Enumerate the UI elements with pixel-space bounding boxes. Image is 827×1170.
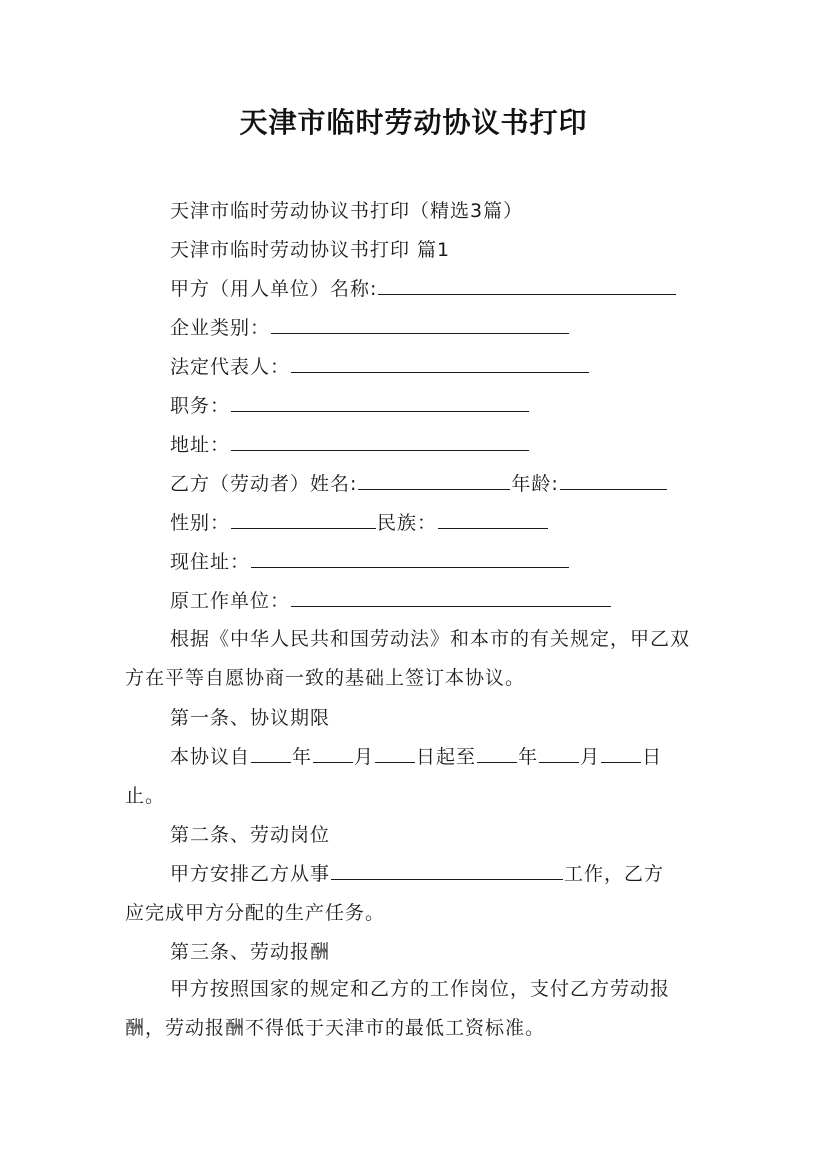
age-field[interactable] (560, 471, 667, 490)
end-day-field[interactable] (601, 744, 641, 763)
start-day-field[interactable] (375, 744, 415, 763)
former-employer-row (170, 588, 612, 614)
legal-rep-field[interactable] (291, 354, 589, 373)
start-year-field[interactable] (251, 744, 291, 763)
basis-paragraph: 根据《中华人民共和国劳动法》和本市的有关规定，甲乙双方在平等自愿协商一致的基础上签订本协议。 (125, 628, 691, 689)
gender-row (170, 510, 549, 536)
clause1-prefix: 本协议自 (170, 746, 251, 768)
enterprise-type-field[interactable] (271, 315, 569, 334)
clause2-suffix: 工作，乙方 (564, 863, 665, 885)
subtitle-line (170, 198, 523, 224)
end-day-unit: 日 (642, 746, 663, 768)
party-a-name-row (170, 276, 677, 302)
current-address-row (170, 549, 570, 575)
clause2-title: 第二条、劳动岗位 (170, 824, 331, 846)
address-row (170, 432, 530, 458)
position-field[interactable] (231, 393, 529, 412)
clause3-title-line (170, 939, 330, 965)
end-year-field[interactable] (477, 744, 517, 763)
clause1-term-row (170, 744, 662, 770)
article-header: 天津市临时劳动协议书打印 篇1 (170, 239, 451, 261)
job-field[interactable] (331, 861, 563, 880)
start-day-unit: 日起至 (416, 746, 477, 768)
ethnicity-label: 民族： (377, 512, 438, 534)
gender-label: 性别： (170, 512, 231, 534)
end-year-unit: 年 (518, 746, 539, 768)
former-employer-field[interactable] (291, 588, 611, 607)
gender-field[interactable] (231, 510, 376, 529)
enterprise-type-row (170, 315, 570, 341)
current-address-field[interactable] (251, 549, 569, 568)
clause1-end: 止。 (125, 785, 166, 807)
article-header-line (170, 237, 450, 263)
current-address-label: 现住址： (170, 551, 251, 573)
ethnicity-field[interactable] (438, 510, 548, 529)
party-a-name-label: 甲方（用人单位）名称: (170, 278, 378, 300)
position-label: 职务： (170, 395, 231, 417)
clause1-end-line (125, 783, 165, 809)
end-month-field[interactable] (539, 744, 579, 763)
party-a-name-field[interactable] (378, 276, 676, 295)
legal-rep-row (170, 354, 590, 380)
start-year-unit: 年 (292, 746, 313, 768)
end-month-unit: 月 (580, 746, 601, 768)
start-month-unit: 月 (354, 746, 375, 768)
clause2-prefix: 甲方安排乙方从事 (170, 863, 331, 885)
party-b-name-field[interactable] (358, 471, 510, 490)
clause1-title-line (170, 705, 330, 731)
clause2-row (170, 861, 664, 887)
clause2-end: 应完成甲方分配的生产任务。 (125, 902, 386, 924)
former-employer-label: 原工作单位： (170, 590, 291, 612)
subtitle: 天津市临时劳动协议书打印（精选3篇） (170, 200, 524, 222)
age-label: 年龄: (511, 473, 559, 495)
legal-rep-label: 法定代表人： (170, 356, 291, 378)
position-row (170, 393, 530, 419)
clause2-title-line (170, 822, 330, 848)
clause1-title: 第一条、协议期限 (170, 707, 331, 729)
start-month-field[interactable] (313, 744, 353, 763)
address-field[interactable] (231, 432, 529, 451)
document-title: 天津市临时劳动协议书打印 (239, 106, 588, 139)
clause2-end-line (125, 900, 385, 926)
enterprise-type-label: 企业类别： (170, 317, 271, 339)
address-label: 地址： (170, 434, 231, 456)
clause3-paragraph: 甲方按照国家的规定和乙方的工作岗位，支付乙方劳动报酬，劳动报酬不得低于天津市的最低工资标准。 (125, 978, 671, 1039)
party-b-row (170, 471, 668, 497)
party-b-name-label: 乙方（劳动者）姓名: (170, 473, 358, 495)
clause3-title: 第三条、劳动报酬 (170, 941, 331, 963)
